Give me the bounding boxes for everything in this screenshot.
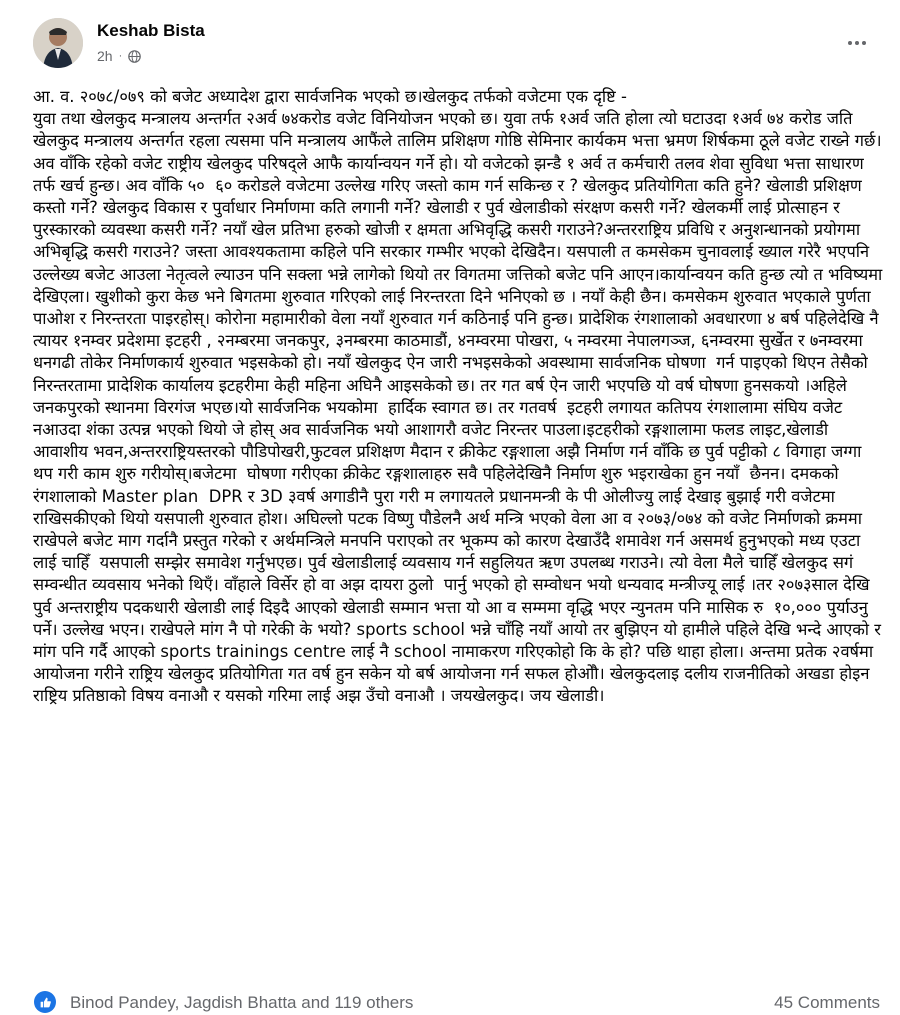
- post-header: [0, 0, 900, 75]
- reactions-summary[interactable]: Binod Pandey, Jagdish Bhatta and 119 others: [70, 993, 414, 1012]
- comments-count[interactable]: 45 Comments: [774, 993, 880, 1012]
- post-meta: [97, 48, 141, 64]
- avatar[interactable]: [33, 18, 83, 68]
- post-text: आ. व. २०७८/०७९ को बजेट अध्यादेश द्वारा सार्वजनिक भएको छ।खेलकुद तर्फको वजेटमा एक दृष्टि - युवा तथा खेलकुद मन्त्रालय अन्तर्गत २अर्व ७४करोड वजेट विनियोजन भएको छ। युवा तर्फ १अर्व जति होला त्यो घटाउदा १अर्व ७४ करोड जति खेलकुद मन्त्रालय अन्तर्गत रहला त्यसमा पनि मन्त्रालय आफैंले तालिम प्रशिक्षण गोष्ठि सेमिनार कार्यकम भत्ता भ्रमण शिर्षकमा ठूले वजेट राख्ने गर्छ। अव वाँकि रहेको वजेट राष्ट्रीय खेलकुद परिषद्ले आफै कार्यान्वयन गर्ने हो। यो वजेटको झन्डै १ अर्व त कर्मचारी तलव शेवा सुविधा भत्ता साधारण तर्फ खर्च हुन्छ। अव वाँकि ५० ६० करोडले वजेटमा उल्लेख गरिए जस्तो काम गर्न सकिन्छ र ? खेलकुद प्रतियोगिता कति हुने? खेलाडी प्रशिक्षण कस्तो गर्ने? खेलकुद विकास र पुर्वाधार निर्माणमा कति लगानी गर्ने? खेलाडी र पुर्व खेलाडीको संरक्षण कसरी गर्ने? खेलकर्मी लाई प्रोत्साहन र पुरस्कारको व्यवस्था कसरी गर्ने? नयाँ खेल प्रतिभा हरुको खोजी र क्षमता अभिवृद्धि कसरी गराउने?अन्तरराष्ट्रिय प्रविधि र अनुशन्धानको प्रयोगमा अभिबृद्धि कसरी गराउने? जस्ता आवश्यकतामा कहिले पनि सरकार गम्भीर भएको देखिदैन। यसपाली त कमसेकम चुनावलाई ख्याल गरेरै भएपनि उल्लेख्य बजेट आउला नेतृत्वले ल्याउन पनि सक्ला भन्ने लागेको थियो तर विगतमा जत्तिको बजेट पनि आएन।कार्यान्वयन कति हुन्छ त्यो त भविष्यमा देखिएला। खुशीको कुरा केछ भने बिगतमा शुरुवात गरिएको लाई निरन्तरता दिने भनिएको छ । नयाँ केही छैन। कमसेकम शुरुवात भएकाले पुर्णता पाओश र निरन्तरता पाइरहोस्। कोरोना महामारीको वेला नयाँ शुरुवात गर्न कठिनाई पनि हुन्छ। प्रादेशिक रंगशालाको अवधारणा ४ बर्ष पहिलेदेखि नै त्यायर १नम्वर प्रदेशमा इटहरी , २नम्बरमा जनकपुर, ३नम्बरमा काठमाडौं, ४नम्वरमा पोखरा, ५ नम्वरमा नेपालगञ्ज, ६नम्वरमा सुर्खेत र ७नम्वरमा धनगढी तोकेर निर्माणकार्य शुरुवात भइसकेको हो। नयाँ खेलकुद ऐन जारी नभइसकेको अवस्थामा सार्वजनिक घोषणा गर्न पाइएको थिएन तेसैको निरन्तरतामा प्रादेशिक कार्यालय इटहरीमा केही महिना अघिनै आइसकेको छ। तर गत बर्ष ऐन जारी भएपछि यो वर्ष घोषणा हुनसकयो ।अहिले जनकपुरको स्थानमा विरगंज भएछ।यो सार्वजनिक भयकोमा हार्दिक स्वागत छ। तर गतवर्ष इटहरी लगायत कतिपय रंगशालामा संघिय वजेट नआउदा शंका उत्पन्न भएको थियो जे होस् अव सार्वजनिक भयो आशागरौ वजेट निरन्तर पाउला।इटहरीको रङ्गशालामा फलड लाइट,खेलाडी आवाशीय भवन,अन्तरराष्ट्रियस्तरको पौडिपोखरी,फुटवल प्रशिक्षण मैदान र क्रीकेट रङ्गशाला अझै निर्माण गर्न वाँकि छ पुर्व पट्टीको ८ विगाहा जग्गा थप गरी काम शुरु गरीयोस्।बजेटमा घोषणा गरीएका क्रीकेट रङ्गशालाहरु सवै पहिलेदेखिनै निर्माण शुरु भइराखेका हुन नयाँ छैनन। दमकको रंगशालाको Master plan DPR र 3D ३वर्ष अगाडीनै पुरा गरी म लगायतले प्रधानमन्त्री के पी ओलीज्यु लाई देखाइ बुझाई गरी वजेटमा राखिसकीएको थियो यसपाली शुरुवात होश। अघिल्लो पटक विष्णु पौडेलनै अर्थ मन्त्रि भएको वेला आ व २०७३/०७४ को वजेट निर्माणको क्रममा राखेपले बजेट माग गर्दानै प्रस्तुत गरेको र अर्थमन्त्रिले मनपनि पराएको तर भूकम्प को कारण देखाउँदै शमावेश गर्न असमर्थ हुनुभएको मध्य एउटा लाई चाहिँ यसपाली सम्झेर समावेश गर्नुभएछ। पुर्व खेलाडीलाई व्यवसाय गर्न सहुलियत ऋण उपलब्ध गराउने। त्यो वेला मैले चाहिँ खेलकुद सगं सम्वन्धीत व्यवसाय भनेको थिएँ। वाँहाले विर्सेर हो वा अझ दायरा ठुलो पार्नु भएको हो सम्वोधन भयो धन्यवाद मन्त्रीज्यू लाई ।तर २०७३साल देखि पुर्व अन्तराष्ट्रीय पदकधारी खेलाडी लाई दिइदै आएको खेलाडी सम्मान भत्ता यो आ व सम्ममा वृद्धि भएर न्युनतम पनि मासिक रु १०,००० पुर्याउनु पर्ने। उल्लेख भएन। राखेपले मांग नै पो गरेकी के भयो? sports school भन्ने चाँहि नयाँ आयो तर बुझिएन यो हामीले पहिले देखि भन्दे आएको र मांग पनि गर्दै आएको sports trainings centre लाई नै school नामाकरण गरिएकोहो कि के हो? पछि थाहा होला। अन्तमा प्रतेक २वर्षमा आयोजना गरीने राष्ट्रिय खेलकुद प्रतियोगिता गत वर्ष हुन सकेन यो बर्ष आयोजना गर्न सफल होओौ। खेलकुदलाइ दलीय राजनीतिको अखडा होइन राष्ट्रिय प्रतिष्ठाको विषय वनाऔ र यसको गरिमा लाई अझ उँचो वनाऔ । जयखेलकुद। जय खेलाडी।: [33, 87, 883, 706]
- post-author[interactable]: Keshab Bista: [97, 21, 205, 40]
- more-options-icon[interactable]: [842, 30, 872, 56]
- globe-icon[interactable]: [128, 50, 141, 63]
- like-icon[interactable]: [34, 991, 56, 1013]
- separator-dot: ·: [118, 50, 123, 62]
- post-footer: [0, 985, 900, 1015]
- post-time[interactable]: 2h: [97, 48, 113, 64]
